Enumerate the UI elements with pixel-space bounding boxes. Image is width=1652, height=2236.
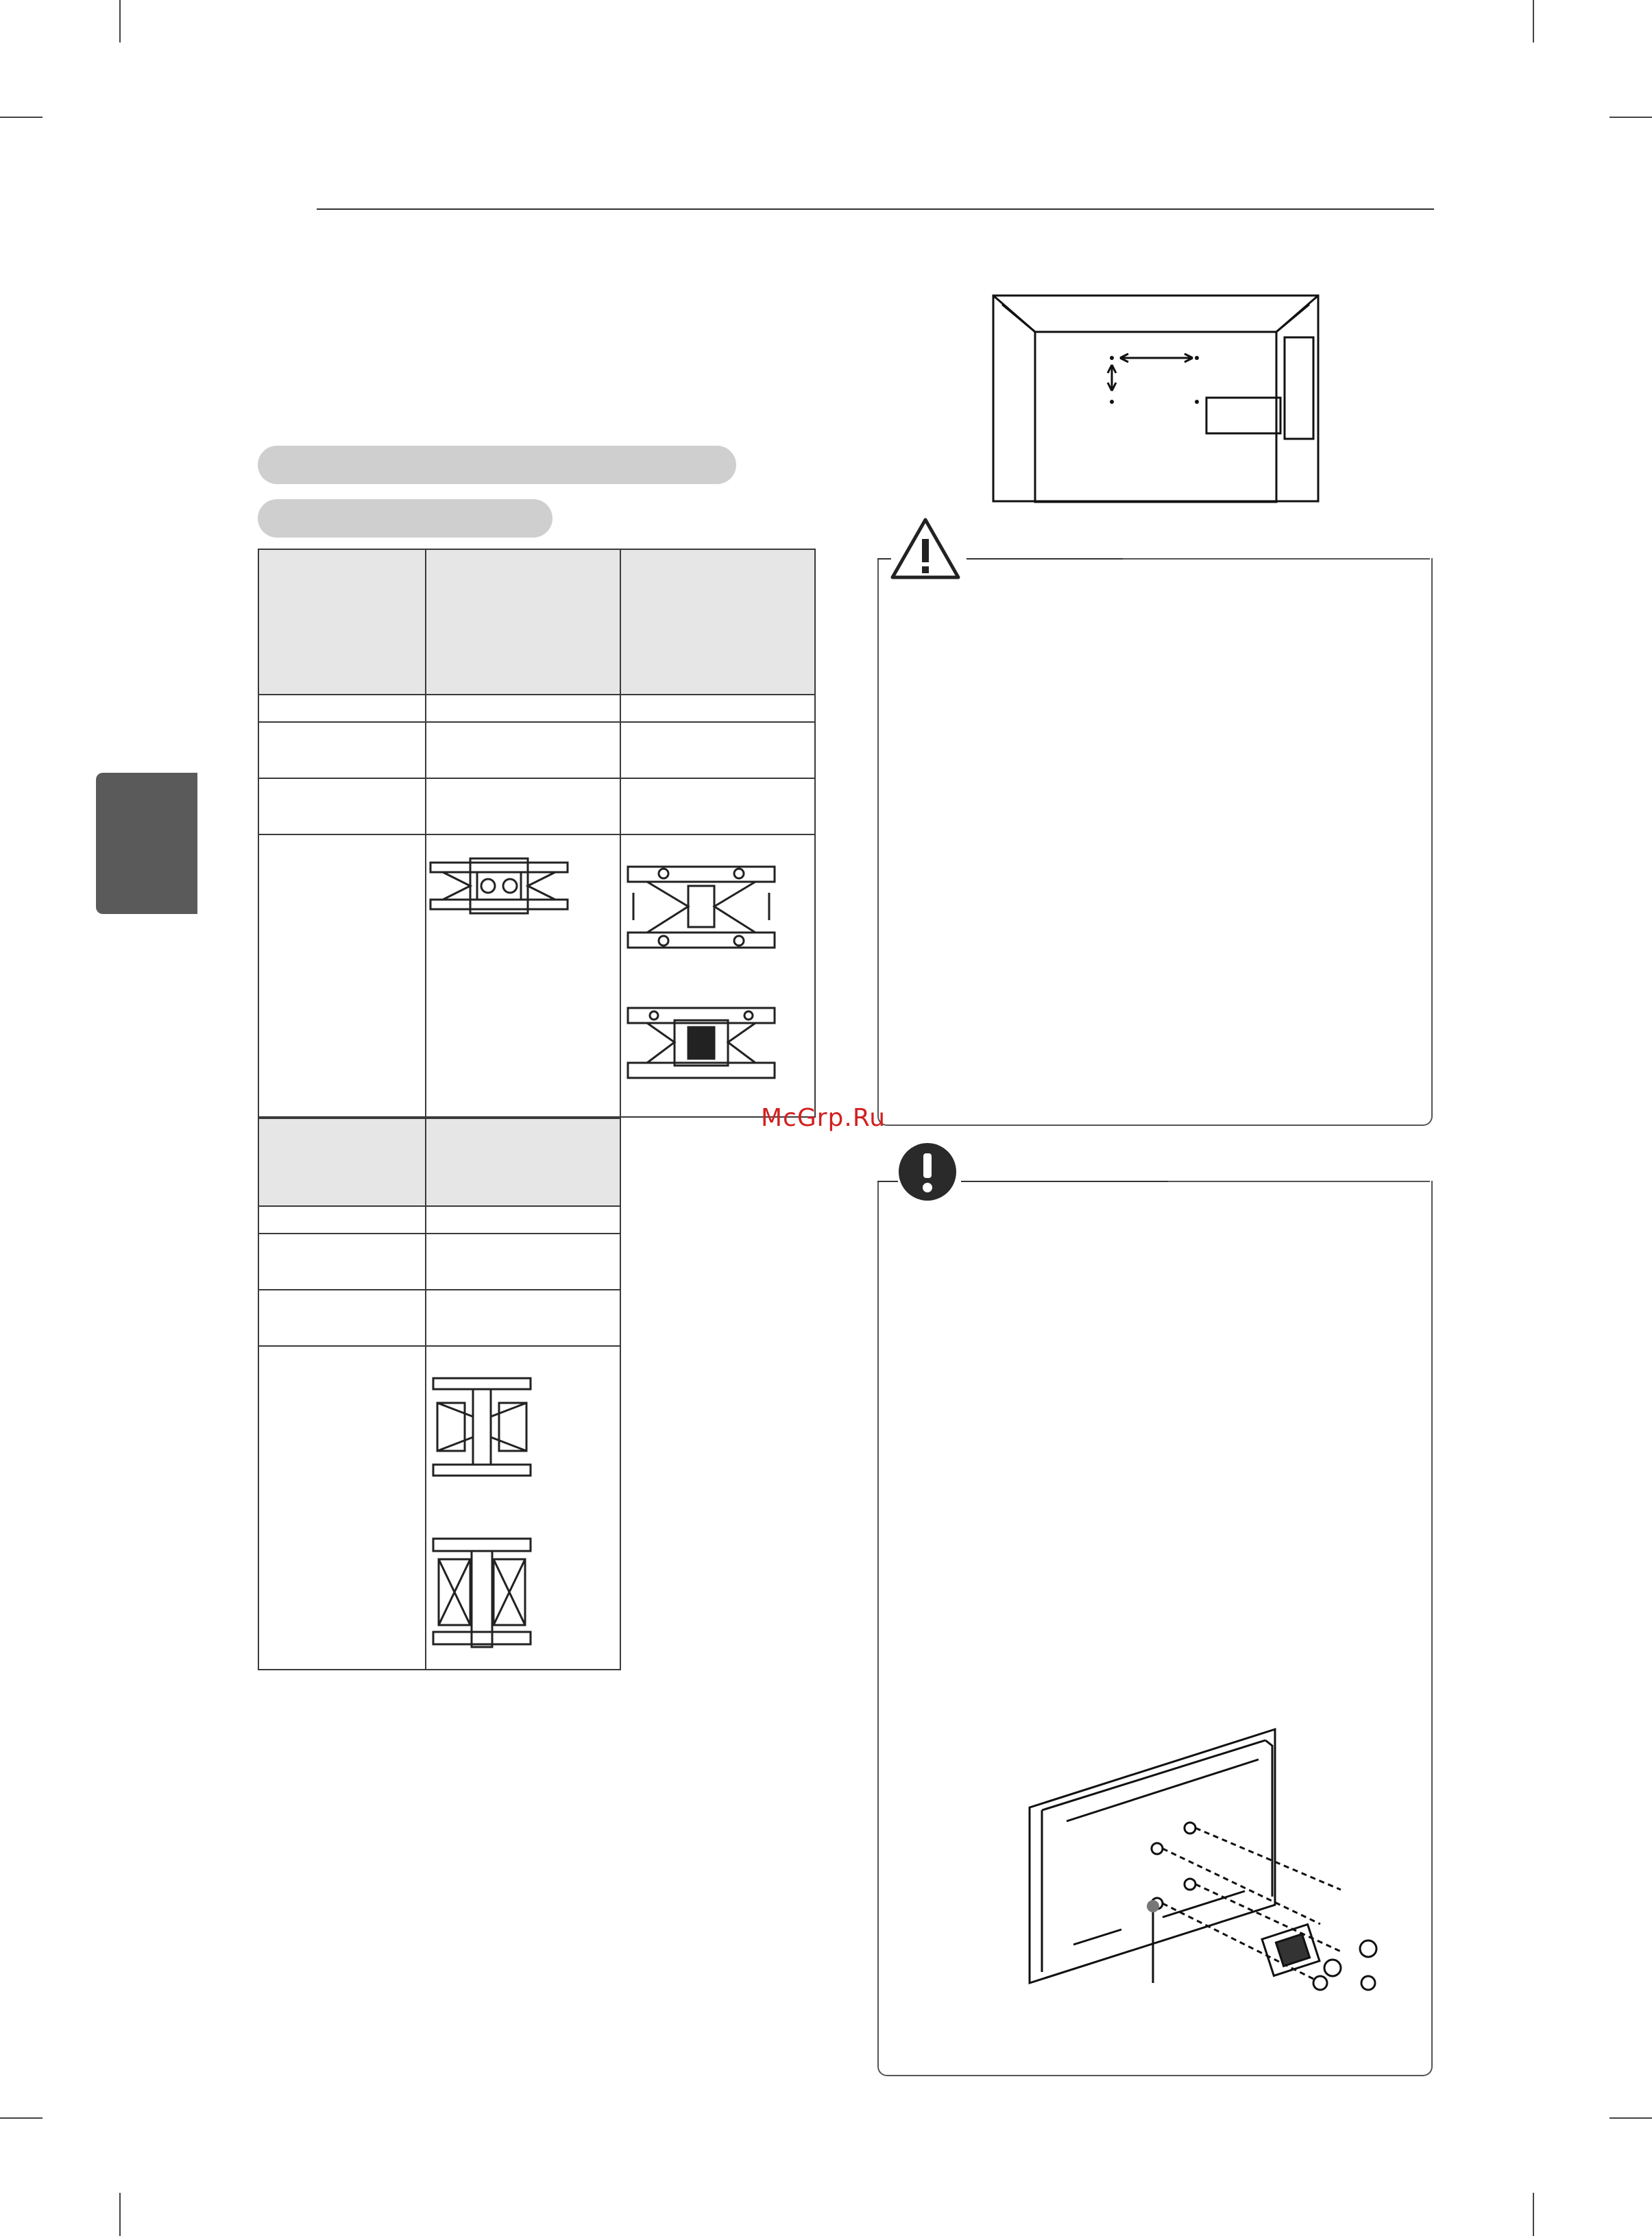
subsection-heading-bar [258, 499, 552, 538]
wall-bracket-illustration-3 [627, 1007, 776, 1079]
table2-row2-col1 [426, 1234, 620, 1290]
table1-row1-col2 [620, 695, 815, 722]
wall-bracket-illustration-4 [430, 1375, 533, 1481]
table2-row3-col1 [426, 1290, 620, 1346]
caution-box [877, 558, 1433, 1126]
crop-mark-top-right-h [1610, 117, 1652, 118]
table1-row2-col1 [426, 722, 620, 778]
table2-header-col1 [426, 1118, 620, 1206]
table1-row1-label [258, 695, 426, 722]
crop-mark-bottom-right-v [1533, 2193, 1534, 2236]
table2-row2-label [258, 1234, 426, 1290]
watermark-text: McGrp.Ru [761, 1104, 886, 1132]
caution-box-top-right [1123, 558, 1430, 560]
table1-row2-label [258, 722, 426, 778]
header-rule [317, 208, 1434, 210]
crop-mark-bottom-right-h [1610, 2117, 1652, 2119]
table1-row3-label [258, 778, 426, 834]
wall-bracket-illustration-1 [429, 857, 569, 915]
table2-row1-label [258, 1206, 426, 1234]
exclamation-circle-icon [897, 1141, 958, 1203]
tv-rear-bracket-install-illustration [1025, 1725, 1396, 1983]
note-box-top-left [877, 1181, 898, 1182]
crop-mark-top-left-v [119, 0, 121, 43]
crop-mark-bottom-left-v [119, 2193, 121, 2236]
section-heading-bar [258, 446, 736, 484]
caution-box-top-rule [967, 558, 1123, 560]
wall-bracket-illustration-2 [627, 865, 776, 949]
table2-row4-label [258, 1346, 426, 1670]
warning-triangle-icon [888, 516, 962, 581]
crop-mark-top-left-h [0, 117, 42, 118]
crop-mark-bottom-left-h [0, 2117, 42, 2119]
table1-row2-col2 [620, 722, 815, 778]
table1-row1-col1 [426, 695, 620, 722]
table1-header-label [258, 549, 426, 695]
table1-row3-col1 [426, 778, 620, 834]
chapter-side-tab [96, 773, 197, 914]
crop-mark-top-right-v [1533, 0, 1534, 43]
table2-row3-label [258, 1290, 426, 1346]
table1-header-col1 [426, 549, 620, 695]
table2-header-label [258, 1118, 426, 1206]
wall-bracket-illustration-5 [430, 1536, 533, 1654]
table2-row1-col1 [426, 1206, 620, 1234]
table1-row4-label [258, 834, 426, 1117]
tv-back-vesa-diagram [993, 295, 1319, 502]
note-box-top-rule [961, 1181, 1168, 1182]
note-box-top-right [1168, 1181, 1430, 1182]
table1-header-col2 [620, 549, 815, 695]
table1-row3-col2 [620, 778, 815, 834]
